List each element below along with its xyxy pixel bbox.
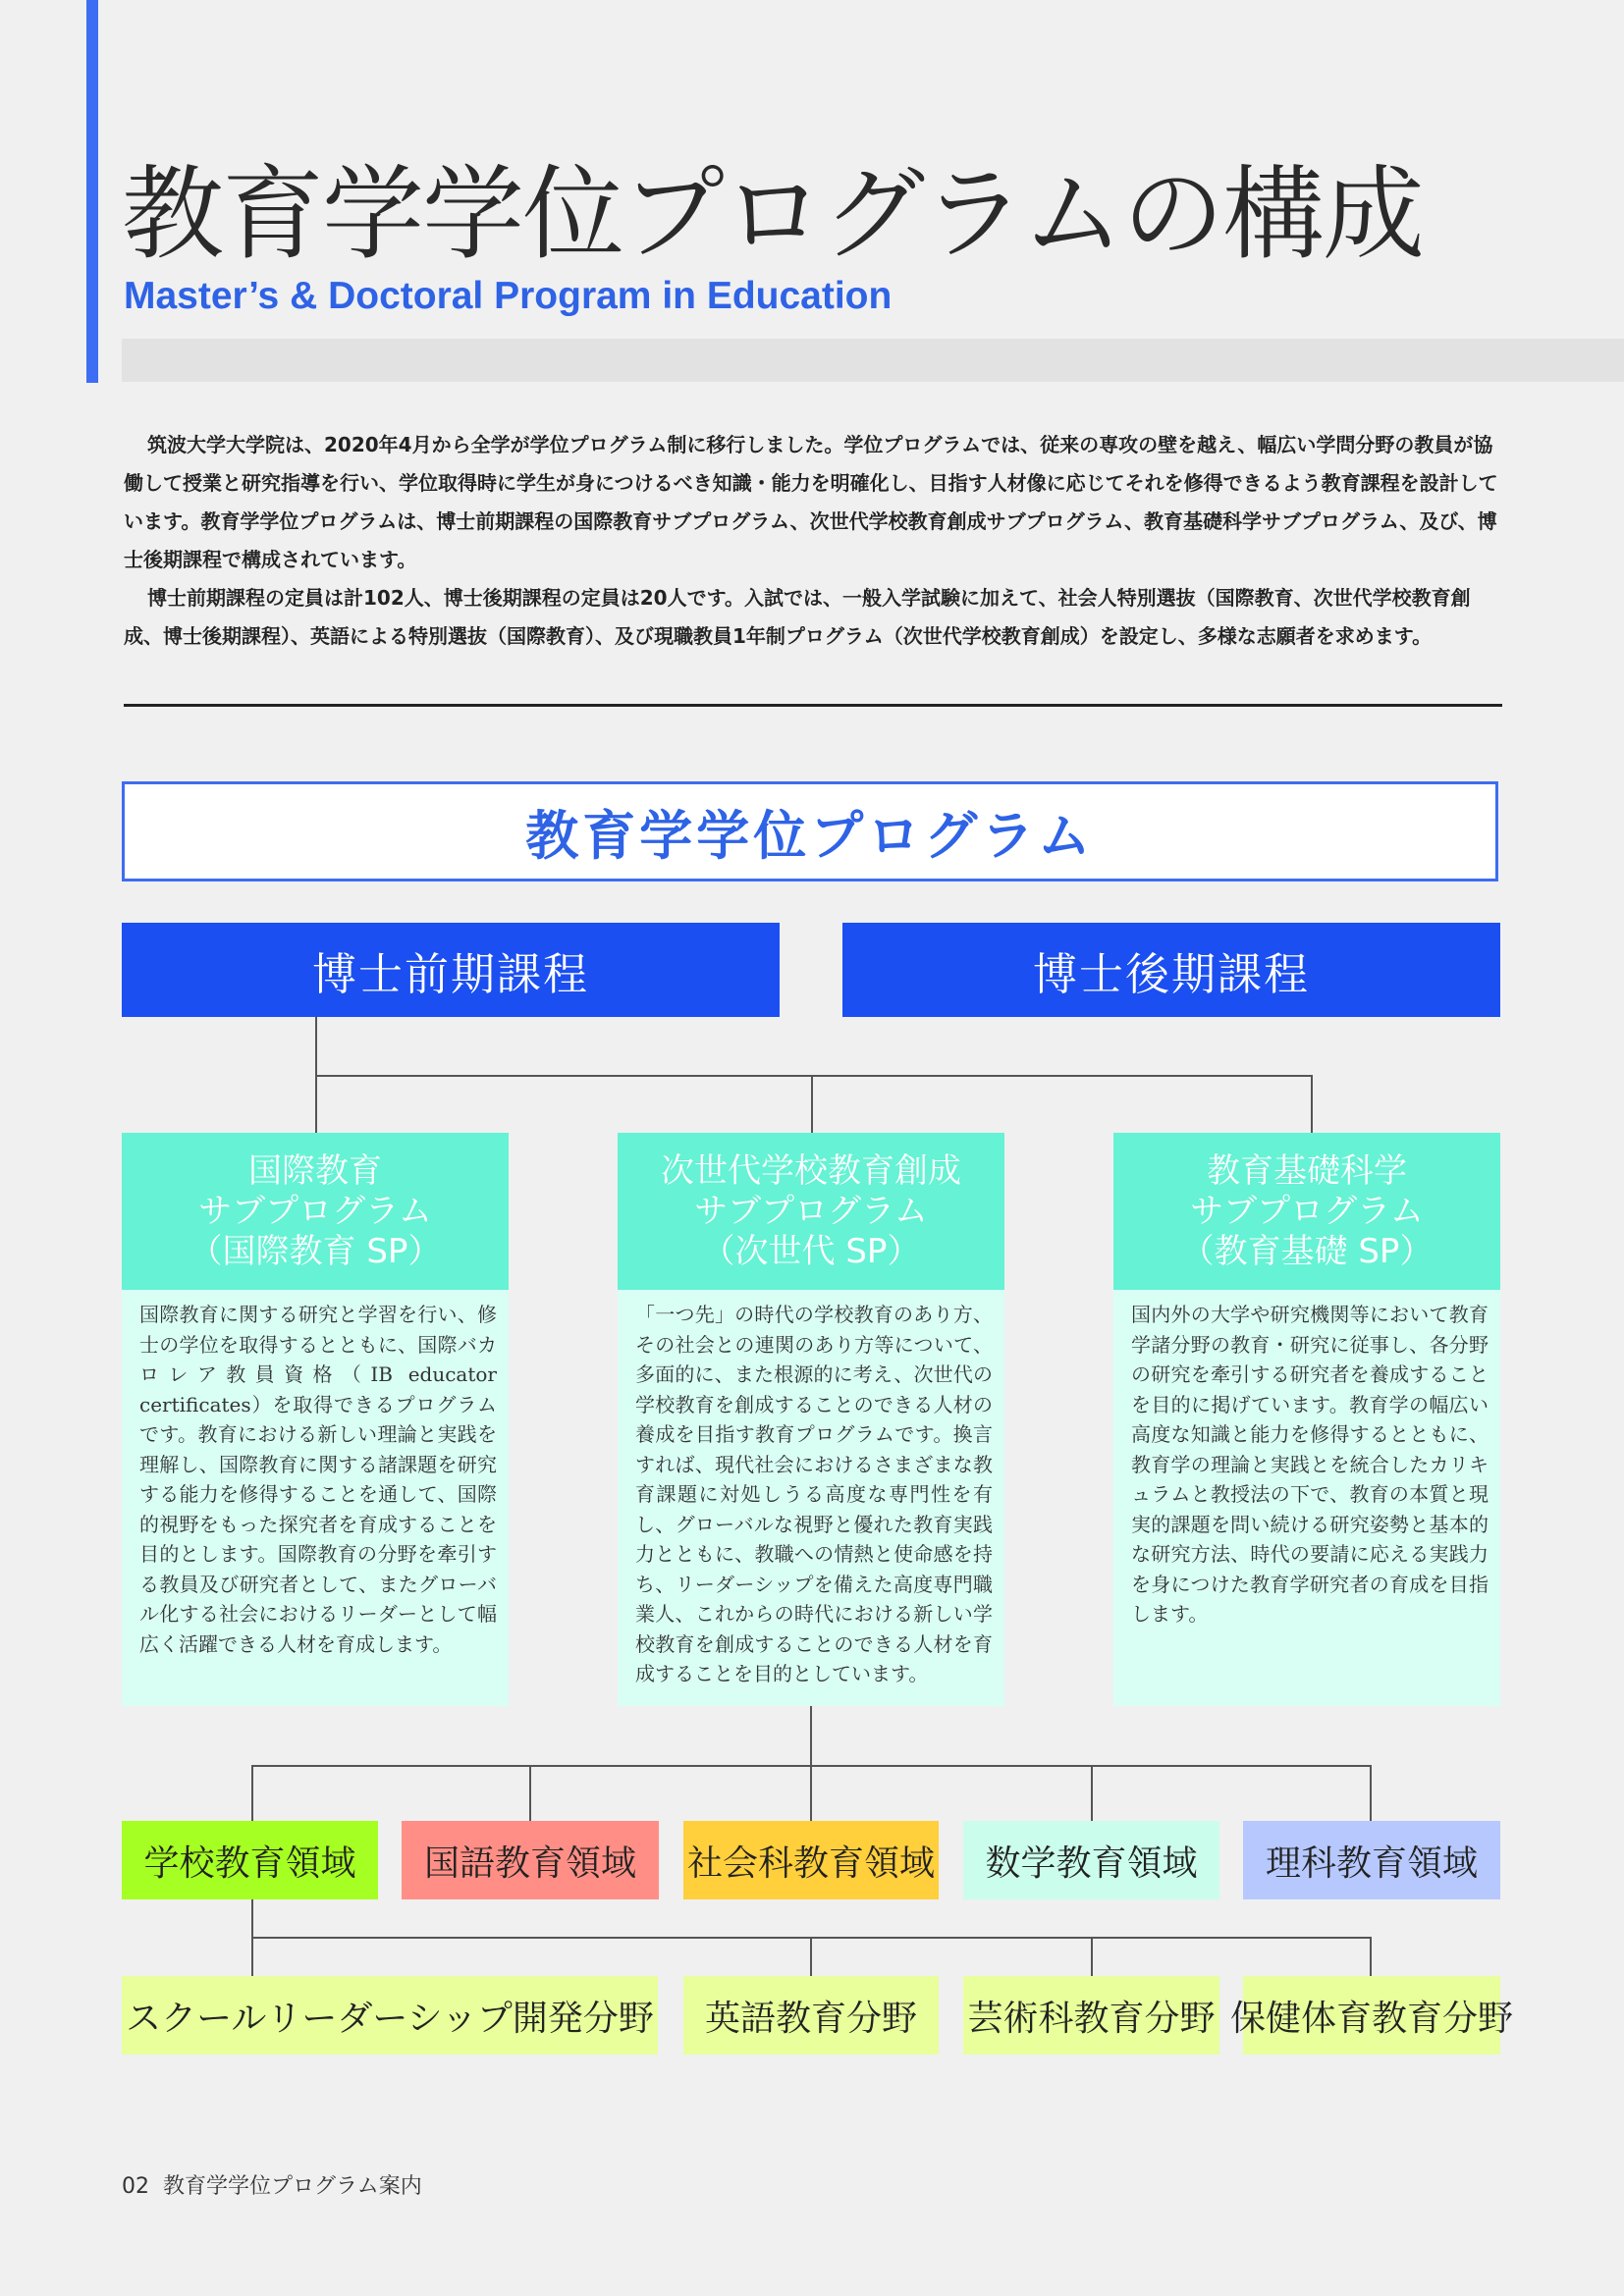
subprogram-type: サブプログラム: [198, 1191, 432, 1231]
subprogram-abbr: （国際教育 SP）: [189, 1231, 442, 1271]
page-title: 教育学学位プログラムの構成: [122, 154, 1423, 274]
field-arts-education: [963, 1976, 1219, 2055]
area-label: 数学教育領域: [985, 1842, 1198, 1884]
connector-line: [1370, 1765, 1372, 1822]
doctor-course-box: 博士後期課程: [842, 923, 1500, 1017]
connector-line: [251, 1937, 253, 1976]
subprogram-abbr: （次世代 SP）: [701, 1231, 921, 1271]
subprogram-international-description: 国際教育に関する研究と学習を行い、修士の学位を取得するとともに、国際バカロレア教員資格（IB educator certificates）を取得できるプログラムです。教育における新しい理論と実践を理解し、国際教育に関する諸課題を研究する能力を修得することを通して、国際的視野をもった探究者を育成することを目的とします。国際教育の分野を牽引する教員及び研究者として、またグローバル化する社会におけるリーダーとして幅広く活躍できる人材を育成します。: [122, 1290, 509, 1706]
connector-line: [1370, 1937, 1372, 1976]
subprogram-name: 教育基礎科学: [1207, 1150, 1407, 1191]
connector-line: [315, 1075, 1313, 1077]
subprogram-abbr: （教育基礎 SP）: [1180, 1231, 1434, 1271]
area-science-education: [1243, 1821, 1500, 1899]
section-divider: [124, 704, 1502, 707]
subprogram-international-header: [122, 1133, 509, 1290]
page-number: 02: [122, 2174, 149, 2199]
field-english-education: [683, 1976, 939, 2055]
field-label: 保健体育教育分野: [1230, 1998, 1514, 2039]
subprogram-next-generation-description: 「一つ先」の時代の学校教育のあり方、その社会との連関のあり方等について、多面的に、また根源的に考え、次世代の学校教育を創成することのできる人材の養成を目指す教育プログラムです。換言すれば、現代社会におけるさまざまな教育課題に対処しうる高度な専門性を有し、グローバルな視野と優れた教育実践力とともに、教職への情熱と使命感を持ち、リーダーシップを備えた高度専門職業人、これからの時代における新しい学校教育を創成することのできる人材を育成することを目的としています。: [618, 1290, 1004, 1706]
area-label: 社会科教育領域: [686, 1842, 935, 1884]
subprogram-name: 次世代学校教育創成: [661, 1150, 961, 1191]
connector-line: [251, 1765, 253, 1822]
subprogram-foundations-description: 国内外の大学や研究機関等において教育学諸分野の教育・研究に従事し、各分野の研究を牽引する研究者を養成することを目的に掲げています。教育学の幅広い高度な知識と能力を修得するとともに、教育学の理論と実践とを統合したカリキュラムと教授法の下で、教育の本質と現実的課題を問い続ける研究姿勢と基本的な研究方法、時代の要請に応える実践力を身につけた教育学研究者の育成を目指します。: [1113, 1290, 1500, 1706]
page-footer: [122, 2169, 422, 2200]
area-japanese-education: [402, 1821, 659, 1899]
field-label: 芸術科教育分野: [967, 1998, 1216, 2039]
connector-line: [315, 1075, 317, 1133]
connector-line: [810, 1706, 812, 1767]
intro-paragraph-2: 博士前期課程の定員は計102人、博士後期課程の定員は20人です。入試では、一般入学試験に加えて、社会人特別選抜（国際教育、次世代学校教育創成、博士後期課程）、英語による特別選抜（国際教育）、及び現職教員1年制プログラム（次世代学校教育創成）を設定し、多様な志願者を求めます。: [124, 586, 1471, 648]
area-mathematics-education: [963, 1821, 1219, 1899]
connector-line: [1311, 1075, 1313, 1133]
subprogram-type: サブプログラム: [1190, 1191, 1424, 1231]
header-band: [122, 339, 1624, 382]
connector-line: [315, 1017, 317, 1076]
master-course-box: 博士前期課程: [122, 923, 780, 1017]
connector-line: [810, 1765, 812, 1822]
intro-paragraph-1: 筑波大学大学院は、2020年4月から全学が学位プログラム制に移行しました。学位プログラムでは、従来の専攻の壁を越え、幅広い学問分野の教員が協働して授業と研究指導を行い、学位取得時に学生が身につけるべき知識・能力を明確化し、目指す人材像に応じてそれを修得できるよう教育課程を設計しています。教育学学位プログラムは、博士前期課程の国際教育サブプログラム、次世代学校教育創成サブプログラム、教育基礎科学サブプログラム、及び、博士後期課程で構成されています。: [124, 433, 1498, 571]
subprogram-type: サブプログラム: [694, 1191, 928, 1231]
field-school-leadership: [122, 1976, 658, 2055]
area-social-studies-education: [683, 1821, 939, 1899]
field-label: 英語教育分野: [704, 1998, 917, 2039]
connector-line: [810, 1937, 812, 1976]
field-health-pe-education: [1230, 1976, 1514, 2055]
area-label: 理科教育領域: [1265, 1842, 1478, 1884]
subprogram-next-generation-header: [618, 1133, 1004, 1290]
area-label: 国語教育領域: [423, 1842, 636, 1884]
page-subtitle: Master’s & Doctoral Program in Education: [124, 275, 893, 317]
program-box: [122, 781, 1498, 881]
accent-bar: [86, 0, 98, 383]
connector-line: [1091, 1937, 1093, 1976]
connector-line: [251, 1899, 253, 1939]
program-title: 教育学学位プログラム: [525, 804, 1095, 867]
area-school-education: [122, 1821, 378, 1899]
subprogram-foundations-header: [1113, 1133, 1500, 1290]
field-label: スクールリーダーシップ開発分野: [126, 1998, 654, 2039]
footer-label: 教育学学位プログラム案内: [163, 2174, 422, 2199]
connector-line: [529, 1765, 531, 1822]
subprogram-name: 国際教育: [248, 1150, 382, 1191]
area-label: 学校教育領域: [143, 1842, 356, 1884]
connector-line: [811, 1075, 813, 1133]
connector-line: [1091, 1765, 1093, 1822]
